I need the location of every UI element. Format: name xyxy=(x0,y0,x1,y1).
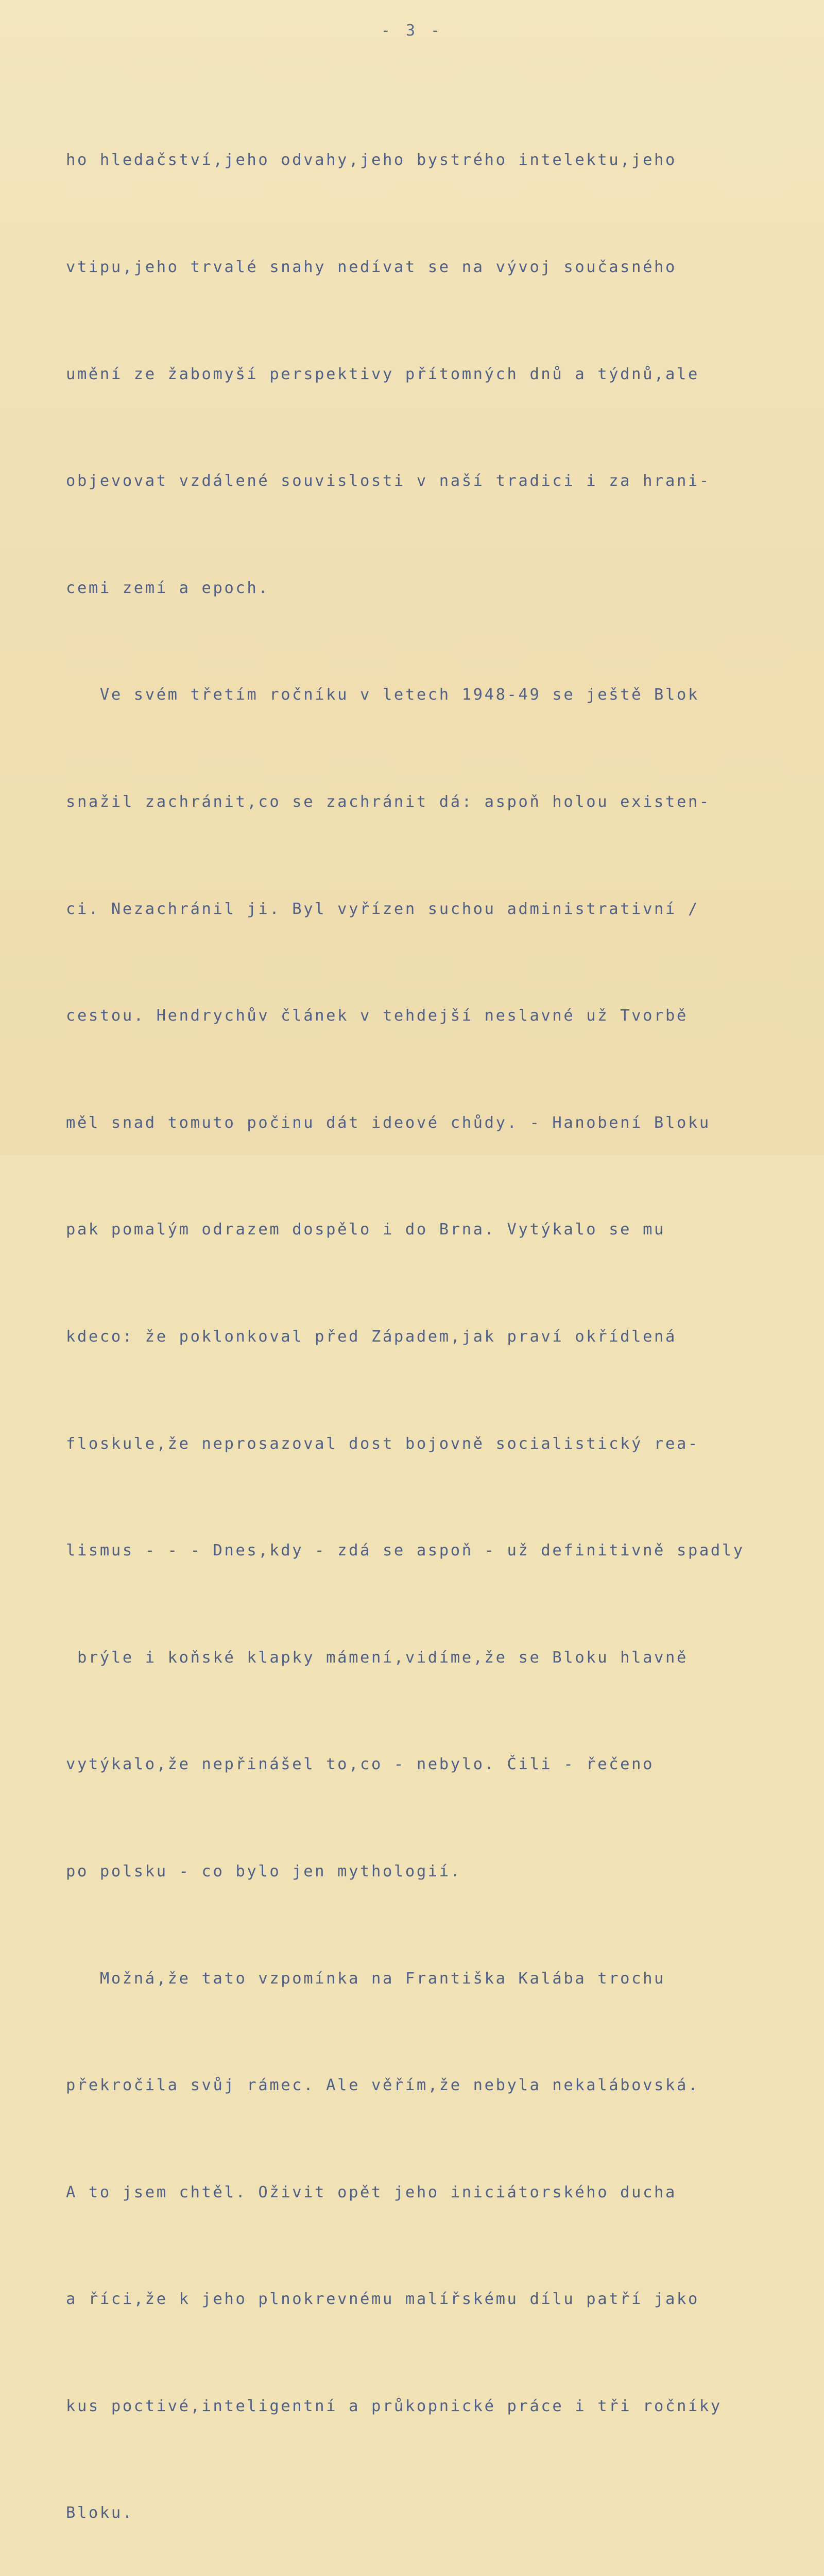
text-line: měl snad tomuto počinu dát ideové chůdy. - Hanobení Bloku xyxy=(66,1113,711,1132)
text-line: Bloku. xyxy=(66,2504,134,2522)
text-line: snažil zachránit,co se zachránit dá: aspoň holou existen- xyxy=(66,792,711,811)
text-line: ci. Nezachránil ji. Byl vyřízen suchou administrativní / xyxy=(66,900,699,918)
text-line: Možná,že tato vzpomínka na Františka Kalába trochu xyxy=(66,1969,666,1988)
text-line: objevovat vzdálené souvislosti v naší tradici i za hrani- xyxy=(66,472,711,490)
text-line: cestou. Hendrychův článek v tehdejší neslavné už Tvorbě xyxy=(66,1007,688,1025)
text-line: umění ze žabomyší perspektivy přítomných dnů a týdnů,ale xyxy=(66,365,699,383)
body-text xyxy=(66,71,777,2576)
text-line: pak pomalým odrazem dospělo i do Brna. Vytýkalo se mu xyxy=(66,1221,666,1239)
text-line: překročila svůj rámec. Ale věřím,že nebyla nekalábovská. xyxy=(66,2076,699,2095)
page-number: - 3 - xyxy=(381,22,443,40)
text-line: vytýkalo,že nepřinášel to,co - nebylo. Čili - řečeno xyxy=(66,1755,655,1774)
text-line: vtipu,jeho trvalé snahy nedívat se na vývoj současného xyxy=(66,258,677,276)
text-line: brýle i koňské klapky mámení,vidíme,že se Bloku hlavně xyxy=(66,1648,688,1667)
text-line: a říci,že k jeho plnokrevnému malířskému dílu patří jako xyxy=(66,2290,699,2309)
text-line: ho hledačství,jeho odvahy,jeho bystrého intelektu,jeho xyxy=(66,151,677,170)
text-line: po polsku - co bylo jen mythologií. xyxy=(66,1862,462,1880)
text-line: lismus - - - Dnes,kdy - zdá se aspoň - už definitivně spadly xyxy=(66,1541,745,1560)
text-line: A to jsem chtěl. Oživit opět jeho iniciátorského ducha xyxy=(66,2183,677,2201)
text-line: floskule,že neprosazoval dost bojovně socialistický rea- xyxy=(66,1434,699,1453)
text-line: Ve svém třetím ročníku v letech 1948-49 se ještě Blok xyxy=(66,686,699,704)
text-line: cemi zemí a epoch. xyxy=(66,579,270,597)
text-line: kus poctivé,inteligentní a průkopnické práce i tři ročníky xyxy=(66,2397,722,2415)
text-line: kdeco: že poklonkoval před Západem,jak praví okřídlená xyxy=(66,1327,677,1346)
